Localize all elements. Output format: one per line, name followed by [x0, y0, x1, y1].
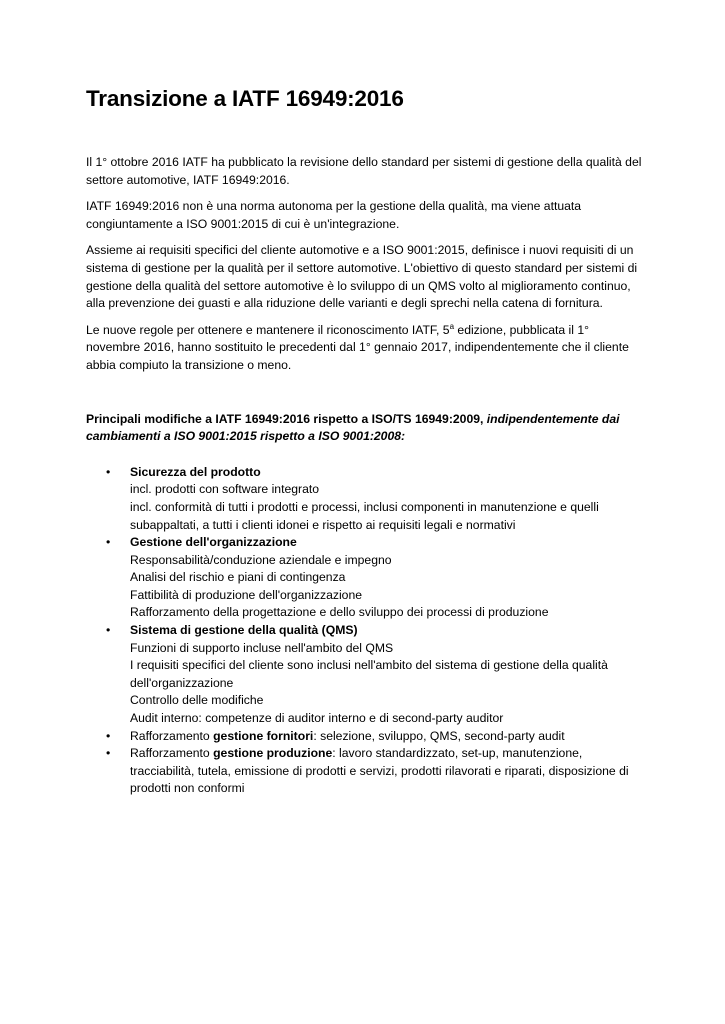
list-item-product-safety — [86, 464, 646, 534]
paragraph-new-rules — [86, 322, 646, 375]
section-heading-bold: Principali modifiche a IATF 16949:2016 rispetto a ISO/TS 16949:2009, — [86, 411, 487, 426]
list-item-line: incl. prodotti con software integrato — [130, 482, 320, 497]
paragraph-requirements: Assieme ai requisiti specifici del cliente automotive e a ISO 9001:2015, definisce i nuovi requisiti di un sistema di gestione per la qualità per il settore automotive. L'obiettivo di questo standard per sistemi di gestione della qualità del settore automotive è lo sviluppo di un QMS volto al miglioramento continuo, alla prevenzione dei guasti e alla riduzione delle varianti e degli sprechi nella catena di fornitura. — [86, 243, 638, 311]
list-item-line — [130, 728, 646, 746]
list-item-prefix: Rafforzamento — [130, 728, 214, 743]
list-item-line: Controllo delle modifiche — [130, 693, 264, 708]
list-item-qms — [86, 622, 646, 728]
list-item-organization — [86, 534, 646, 622]
section-heading-italic: indipendentemente dai cambiamenti a ISO 9001:2015 rispetto a ISO 9001:2008: — [86, 411, 620, 444]
bullet-icon: • — [106, 728, 111, 743]
paragraph-integration: IATF 16949:2016 non è una norma autonoma per la gestione della qualità, ma viene attuata congiuntamente a ISO 9001:2015 di cui è un'integrazione. — [86, 199, 582, 231]
new-rules-text-end: edizione, pubblicata il 1° novembre 2016, hanno sostituito le precedenti dal 1° gennaio 2017, indipendentemente che il cliente abbia compiuto la transizione o meno. — [86, 322, 629, 372]
section-heading — [86, 411, 646, 446]
list-item-line: Responsabilità/conduzione aziendale e impegno — [130, 552, 392, 567]
list-item-title: Gestione dell'organizzazione — [130, 535, 297, 550]
list-item-line: incl. conformità di tutti i prodotti e processi, inclusi componenti in manutenzione e quelli subappaltati, a tutti i clienti idonei e rispetto ai requisiti legali e normativi — [130, 499, 599, 532]
list-item-keyword: gestione produzione — [213, 746, 333, 761]
list-item-line: Rafforzamento della progettazione e dello sviluppo dei processi di produzione — [130, 605, 549, 620]
list-item-production — [86, 745, 646, 798]
paragraph-intro: Il 1° ottobre 2016 IATF ha pubblicato la revisione dello standard per sistemi di gestione della qualità del settore automotive, IATF 16949:2016. — [86, 155, 642, 187]
bullet-icon: • — [106, 535, 111, 550]
list-item-line: Audit interno: competenze di auditor interno e di second-party auditor — [130, 711, 504, 726]
changes-list — [86, 464, 646, 798]
edition-superscript: a — [449, 321, 455, 331]
bullet-icon: • — [106, 464, 111, 479]
list-item-line: Fattibilità di produzione dell'organizzazione — [130, 587, 362, 602]
list-item-suppliers — [86, 728, 646, 746]
bullet-icon: • — [106, 746, 111, 761]
list-item-line: Analisi del rischio e piani di contingenza — [130, 570, 346, 585]
list-item-title: Sistema di gestione della qualità (QMS) — [130, 623, 358, 638]
new-rules-text-start: Le nuove regole per ottenere e mantenere il riconoscimento IATF, 5 — [86, 322, 450, 337]
list-item-line — [130, 745, 646, 798]
list-item-line: Funzioni di supporto incluse nell'ambito del QMS — [130, 640, 394, 655]
list-item-keyword: gestione fornitori — [213, 728, 314, 743]
page-title: Transizione a IATF 16949:2016 — [86, 86, 404, 111]
list-item-line: I requisiti specifici del cliente sono inclusi nell'ambito del sistema di gestione della qualità dell'organizzazione — [130, 658, 608, 690]
list-item-suffix: : lavoro standardizzato, set-up, manutenzione, tracciabilità, tutela, emissione di prodotti e servizi, prodotti rilavorati e riparati, disposizione di prodotti non conformi — [130, 746, 629, 796]
document-body — [86, 154, 646, 798]
list-item-title: Sicurezza del prodotto — [130, 464, 261, 479]
bullet-icon: • — [106, 623, 111, 638]
list-item-prefix: Rafforzamento — [130, 746, 214, 761]
list-item-suffix: : selezione, sviluppo, QMS, second-party audit — [313, 728, 565, 743]
